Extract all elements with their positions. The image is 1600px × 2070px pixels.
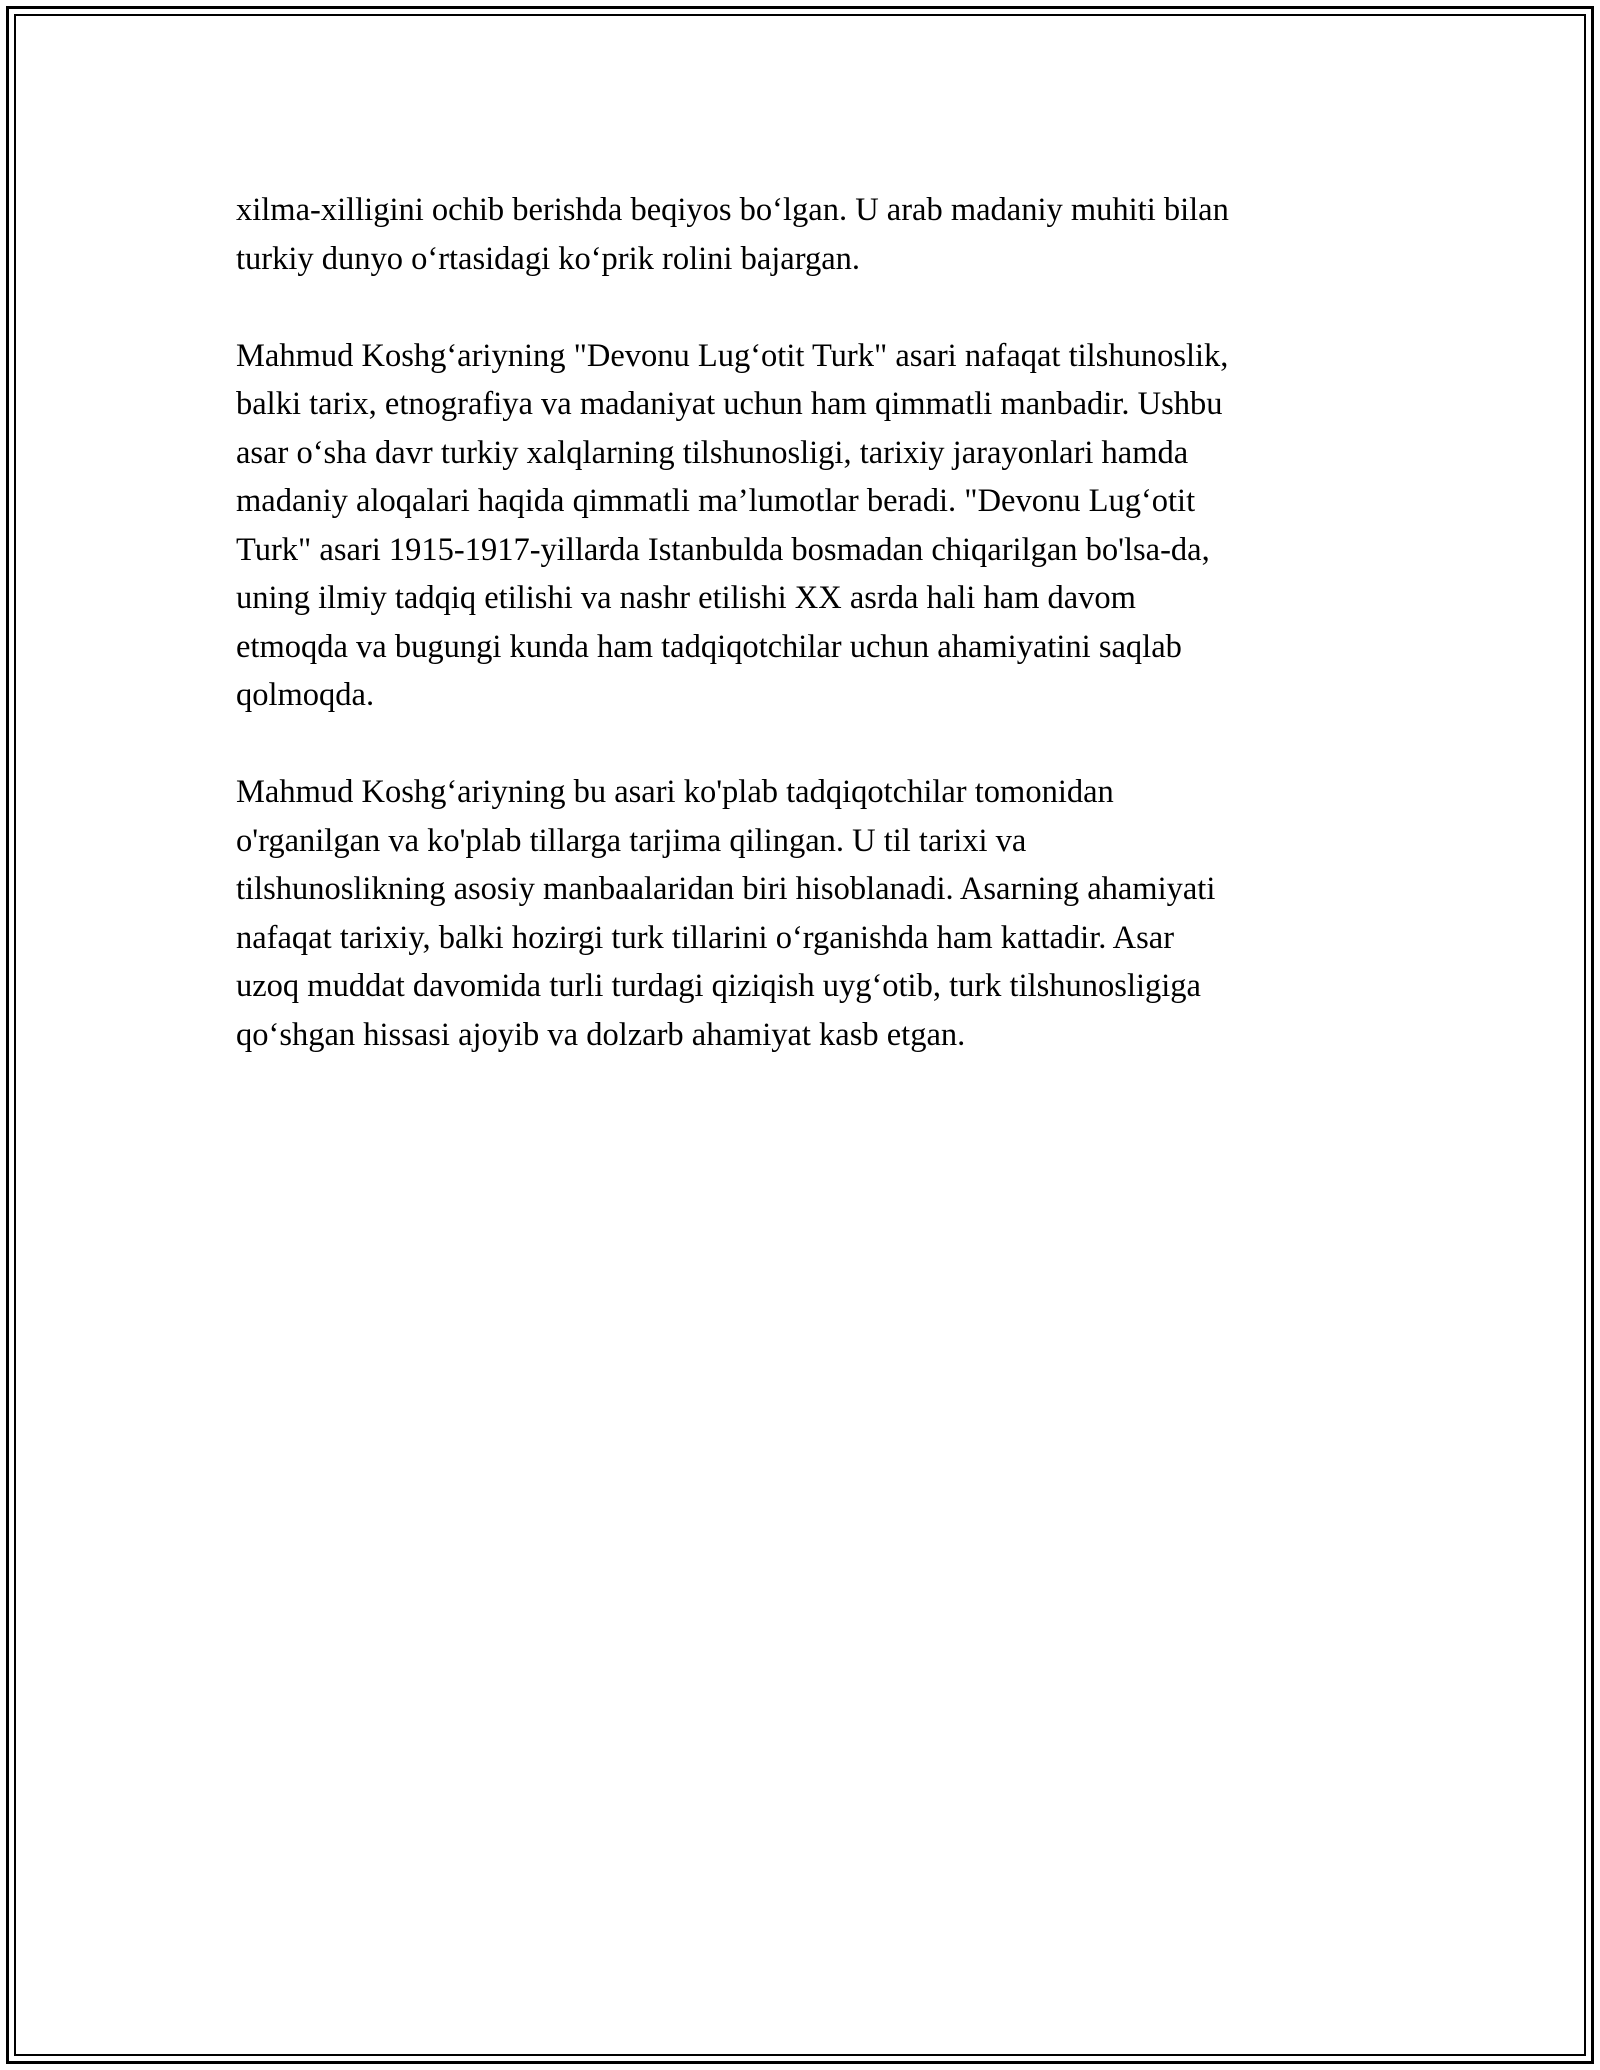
- paragraph-1: xilma-xilligini ochib berishda beqiyos bo‘lgan. U arab madaniy muhiti bilan turkiy dunyo o‘rtasidagi ko‘prik rolini bajargan.: [236, 192, 1229, 277]
- paragraph-2: Mahmud Koshg‘ariyning "Devonu Lug‘otit Turk" asari nafaqat tilshunoslik, balki tarix, etnografiya va madaniyat uchun ham qimmatli manbadir. Ushbu asar o‘sha davr turkiy xalqlarning tilshunosligi, tarixiy jarayonlari hamda madaniy aloqalari haqida qimmatli ma’lumotlar beradi. "Devonu Lug‘otit Turk" asari 1915-1917-yillarda Istanbulda bosmadan chiqarilgan bo'lsa-da, uning ilmiy tadqiq etilishi va nashr etilishi XX asrda hali ham davom etmoqda va bugungi kunda ham tadqiqotchilar uchun ahamiyatini saqlab qolmoqda.: [236, 337, 1229, 713]
- paragraph-3: Mahmud Koshg‘ariyning bu asari ko'plab tadqiqotchilar tomonidan o'rganilgan va ko'plab tillarga tarjima qilingan. U til tarixi va tilshunoslikning asosiy manbaalaridan biri hisoblanadi. Asarning ahamiyati nafaqat tarixiy, balki hozirgi turk tillarini o‘rganishda ham kattadir. Asar uzoq muddat davomida turli turdagi qiziqish uyg‘otib, turk tilshunosligiga qo‘shgan hissasi ajoyib va dolzarb ahamiyat kasb etgan.: [236, 774, 1216, 1053]
- document-body: [236, 186, 1376, 1108]
